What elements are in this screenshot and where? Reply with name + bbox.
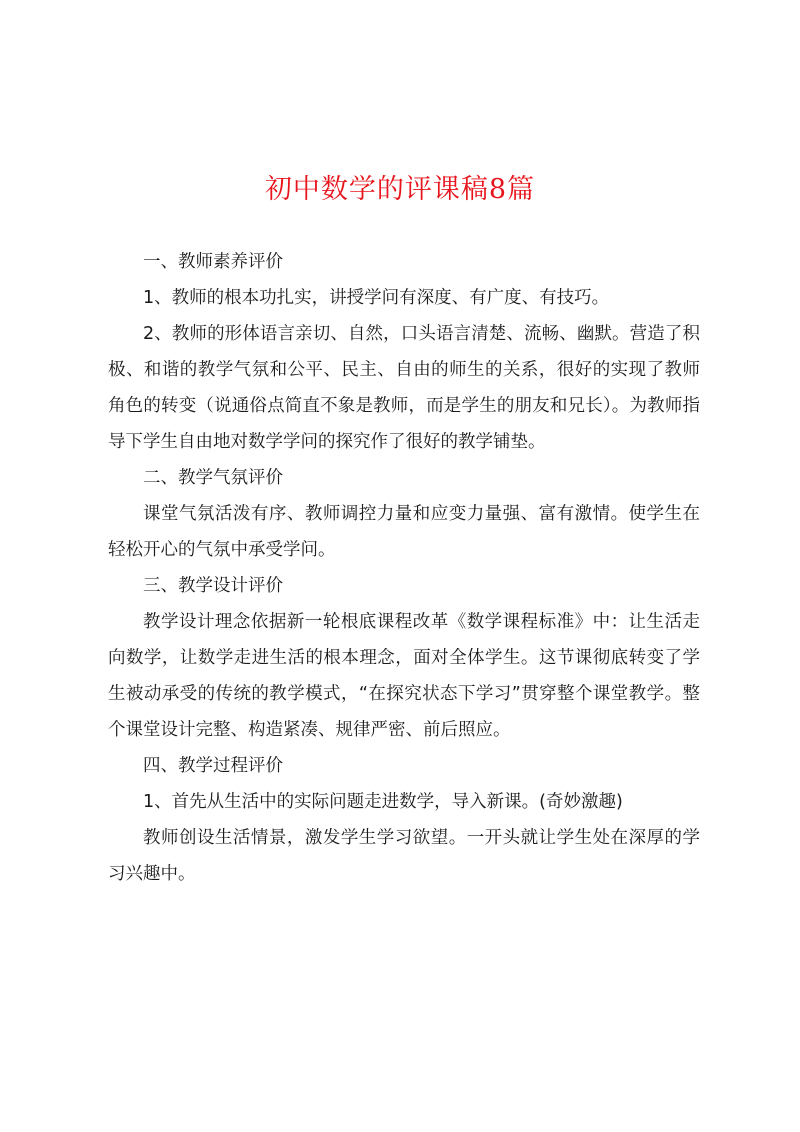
paragraph-basic-skills: 1、教师的根本功扎实，讲授学问有深度、有广度、有技巧。 — [143, 288, 610, 308]
paragraph-design: 教学设计理念依据新一轮根底课程改革《数学课程标准》中：让生活走向数学，让数学走进生活的根本理念，面对全体学生。这节课彻底转变了学生被动承受的传统的教学模式，“在探究状态下学习”贯穿整个课堂教学。整个课堂设计完整、构造紧凑、规律严密、前后照应。 — [108, 612, 700, 740]
paragraph-situation: 教师创设生活情景，激发学生学习欲望。一开头就让学生处在深厚的学习兴趣中。 — [108, 828, 700, 884]
section-heading-teacher-quality: 一、教师素养评价 — [143, 252, 283, 272]
paragraph-body-language: 2、教师的形体语言亲切、自然，口头语言清楚、流畅、幽默。营造了积极、和谐的教学气氛和公平、民主、自由的师生的关系，很好的实现了教师角色的转变（说通俗点简直不象是教师，而是学生的朋友和兄长）。为教师指导下学生自由地对数学学问的探究作了很好的教学铺垫。 — [108, 324, 700, 452]
document-title: 初中数学的评课稿8篇 — [264, 174, 536, 205]
document-body — [108, 244, 700, 892]
paragraph-atmosphere: 课堂气氛活泼有序、教师调控力量和应变力量强、富有激情。使学生在轻松开心的气氛中承受学问。 — [108, 504, 700, 560]
section-heading-process: 四、教学过程评价 — [143, 756, 283, 776]
section-heading-atmosphere: 二、教学气氛评价 — [143, 468, 283, 488]
paragraph-process-intro: 1、首先从生活中的实际问题走进数学，导入新课。(奇妙激趣) — [143, 792, 623, 812]
section-heading-design: 三、教学设计评价 — [143, 576, 283, 596]
